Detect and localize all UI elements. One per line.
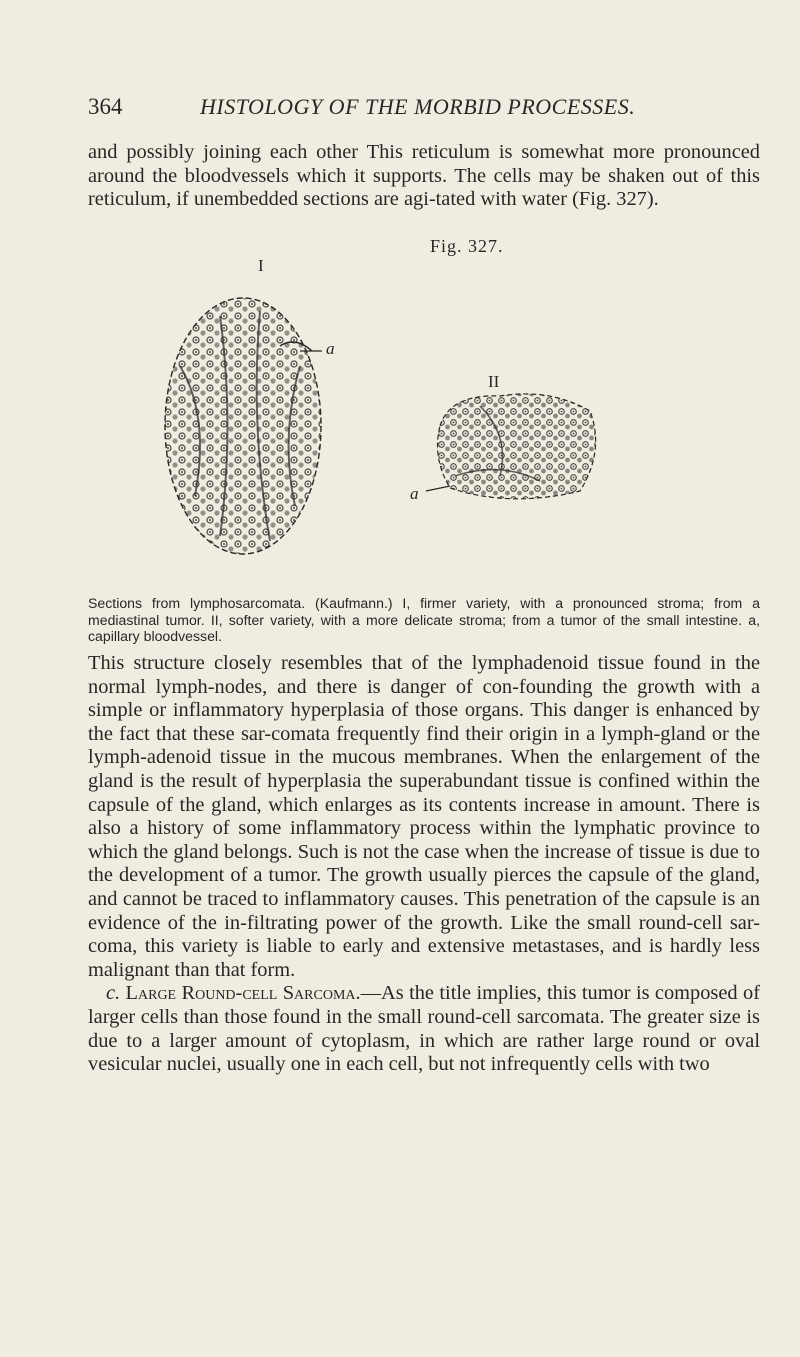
page-number: 364: [88, 94, 123, 119]
section-marker: c.: [106, 982, 121, 1005]
intro-paragraph: and possibly joining each other This reticulum is somewhat more pronounced around the bloodvessels which it supports. The cells may be shaken out of this reticulum, if unembedded sections are agi-tated with water (Fig. 327).: [88, 141, 760, 211]
section-c-paragraph: [88, 982, 760, 1076]
running-title: HISTOLOGY OF THE MORBID PROCESSES.: [200, 94, 636, 119]
vessel-label-panel-2: a: [410, 484, 419, 503]
figure-number: Fig. 327.: [430, 236, 504, 256]
vessel-label-panel-1: a: [326, 339, 335, 358]
panel-2-section: [426, 394, 596, 499]
section-heading: Large Round-cell Sarcoma.: [125, 982, 361, 1005]
figure-illustration: [150, 276, 750, 596]
figure-caption: Sections from lymphosarcomata. (Kaufmann.) I, firmer variety, with a pronounced stroma; from a mediastinal tumor. II, softer variety, with a more delicate stroma; from a tumor of the small intestine. a, capillary bloodvessel.: [88, 595, 760, 645]
main-paragraph: This structure closely resembles that of the lymphadenoid tissue found in the normal lymph-nodes, and there is danger of con-founding the growth with a simple or inflammatory hyperplasia of those organs. This danger is enhanced by the fact that these sar-comata frequently find their origin in a lymph-gland or the lymph-adenoid tissue in the mucous membranes. When the enlargement of the gland is the result of hyperplasia the superabundant tissue is confined within the capsule of the gland, which enlarges as its contents increase in amount. There is also a history of some inflammatory process within the lymphatic province to which the gland belongs. Such is not the case when the increase of tissue is due to the development of a tumor. The growth usually pierces the capsule of the gland, and cannot be traced to inflammatory causes. This penetration of the capsule is an evidence of the in-filtrating power of the growth. Like the small round-cell sar-coma, this variety is liable to early and extensive metastases, and is hardly less malignant than that form.: [88, 652, 760, 981]
panel-1-label: I: [258, 256, 264, 275]
section-text: —As the title implies, this tumor is composed of larger cells than those found in the small round-cell sarcomata. The greater size is due to a larger amount of cytoplasm, in which are rather large round or oval vesicular nuclei, usually one in each cell, but not infrequently cells with two: [88, 982, 760, 1076]
page-header: [88, 94, 748, 124]
panel-2-label: II: [488, 372, 500, 391]
body-text: [88, 652, 760, 1077]
panel-1-section: [165, 298, 322, 554]
